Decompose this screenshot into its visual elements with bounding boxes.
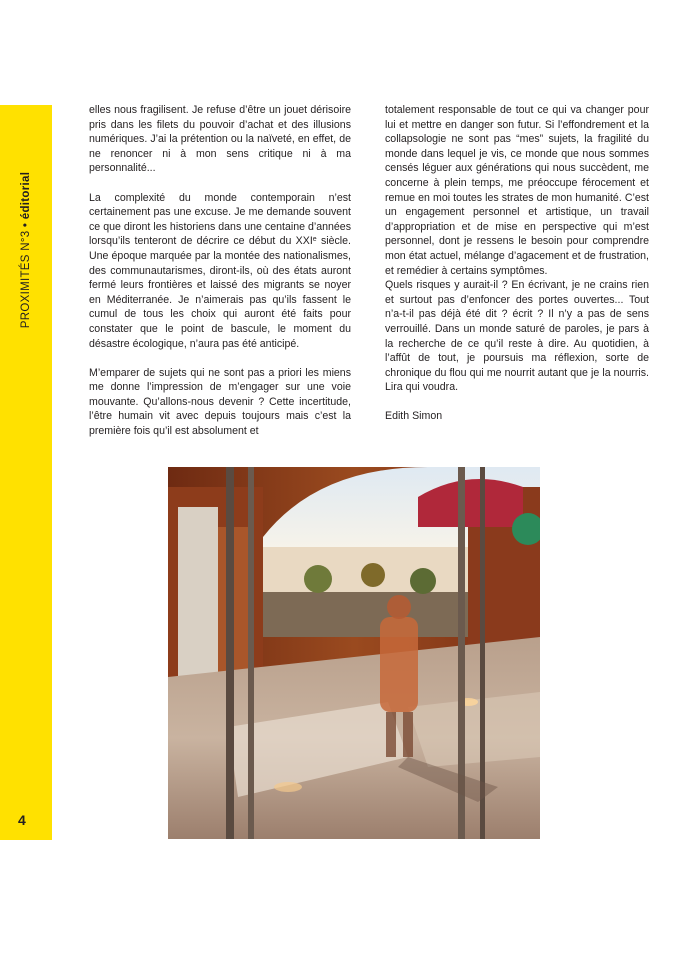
paragraph: M’emparer de sujets qui ne sont pas a priori les miens me donne l’impression de m’engager sur une voie mouvante. Qu’allons-nous devenir ? Cette incertitude, l’être humain vit avec depuis toujours mais c’est la première fois qu’il est absolument et (89, 366, 351, 438)
issue-number: N°3 (20, 230, 32, 251)
article-column-left (89, 103, 351, 439)
paragraph: elles nous fragilisent. Je refuse d’être un jouet dérisoire pris dans les filets du pouvoir d’achat et des illusions numériques. J’ai la prétention ou la naïveté, en effet, de ne renoncer ni à mon sens critique ni à ma personnalité... (89, 104, 351, 175)
section-label (20, 172, 32, 328)
article-photo (168, 467, 540, 839)
magazine-name: PROXIMITÉS (20, 254, 32, 329)
article-column-right (385, 103, 649, 439)
section-name: éditorial (20, 171, 32, 220)
page-number: 4 (18, 812, 26, 828)
paragraph: Quels risques y aurait-il ? En écrivant, je ne crains rien et surtout pas d’enfoncer des portes ouvertes... Tout n’a-t-il pas déjà été dit ? écrit ? Il n’y a pas de sens verrouillé. Dans un monde saturé de paroles, je pars à la recherche de ce qu’il reste à dire. Au quotidien, à l’affût de tout, je poursuis ma réflexion, sorte de chronique du flou qui me nourrit autant que je la nourris. Lira qui voudra. (385, 279, 649, 394)
paragraph: La complexité du monde contemporain n’est certainement pas une excuse. Je me demande souvent ce que diront les historiens dans une centaine d’années lorsqu’ils tenteront de décrire ce début du XXIe siècle. Une époque marquée par la montée des nationalismes, des communautarismes, diront-ils, où des états auront fermé leurs frontières et laissé des migrants se noyer en Méditerranée. Je n’aimerais pas qu’ils fassent le cumul de tous les choix qui auront été faits pour constater que le point de bascule, le moment du désastre écologique, n’aura pas été anticipé. (89, 191, 351, 350)
separator-dot: • (20, 222, 32, 228)
paragraph: totalement responsable de tout ce qui va changer pour lui et mettre en danger son futur. Si l’effondrement et la collapsologie ne sont pas “mes” sujets, la fragilité du monde dans lequel je vis, ce monde que nous sommes censés léguer aux générations qui nous succèdent, me concerne à plein temps, me préoccupe férocement et remue en moi toutes les strates de mon humanité. C’est un engagement personnel et artistique, un travail d’appropriation et de mise en perspective qui m’est personnel, dont je ressens le besoin pour comprendre mon état actuel, mélange d’agacement et de frustration, et remédier à certains symptômes. (385, 104, 649, 277)
author-signature: Edith Simon (385, 410, 443, 423)
mall-entrance-photo (168, 467, 540, 839)
